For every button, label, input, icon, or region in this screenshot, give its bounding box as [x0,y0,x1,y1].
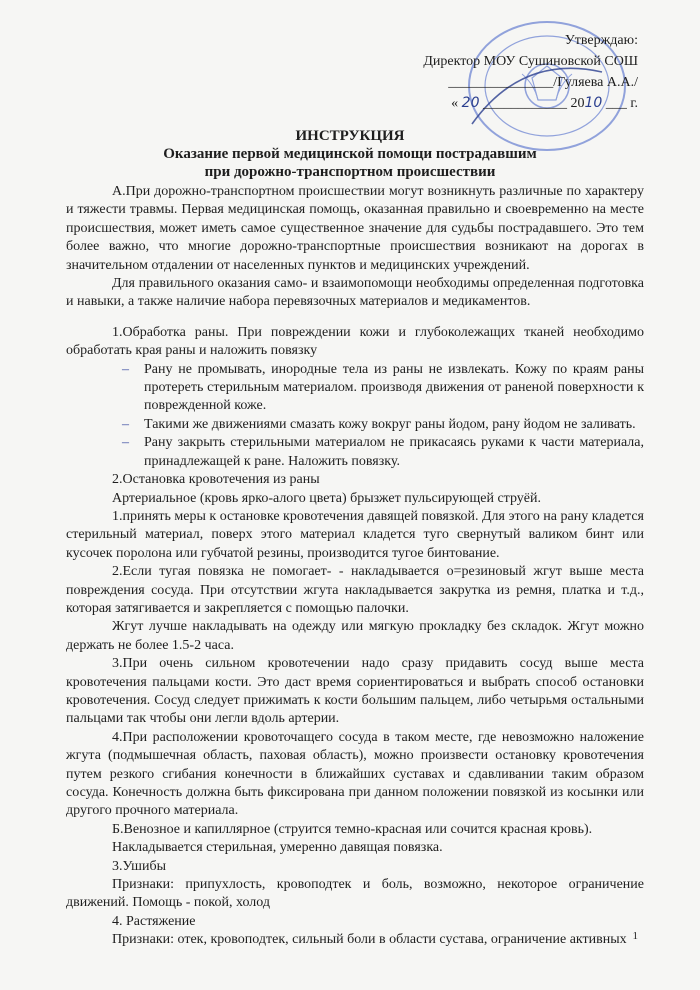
wound-treatment-list [66,361,644,471]
bleeding-step-4: 4.При расположении кровоточащего сосуда в таком месте, где невозможно наложение жгута (подмышечная область, паховая область), можно произвести остановку кровотечения путем резкого сгибания конечности в ближайших суставах и сдавливании таким образом сосуда. Конечность должна быть фиксирована при данном положении повязкой из косынки или другого прочного материала. [66,729,644,819]
tourniquet-note: Жгут лучше накладывать на одежду или мягкую прокладку без складок. Жгут можно держать не более 1.5-2 часа. [66,619,644,653]
venous-bleeding: Б.Венозное и капиллярное (струится темно-красная или сочится красная кровь). [112,821,593,837]
document-title [0,127,700,181]
sprain-heading: 4. Растяжение [112,913,196,929]
approval-block [348,30,638,114]
bruise-signs: Признаки: припухлость, кровоподтек и боль, возможно, некоторое ограничение движений. Помощь - покой, холод [66,877,644,911]
venous-aid: Накладывается стерильная, умеренно давящая повязка. [112,840,443,856]
signature-line [348,72,638,93]
date-year-prefix: 20 [570,96,585,111]
approval-date: « 20 ____________ 2010 ___ г. [451,95,638,111]
instruction-body [66,183,644,950]
intro-paragraph-a: А.При дорожно-транспортном происшествии могут возникнуть различные по характеру и тяжести травмы. Первая медицинская помощь, оказанная правильно и своевременно на месте происшествия, может иметь самое существенное значение для судьбы пострадавшего. Это тем более важно, что многие дорожно-транспортные происшествия возникают на дорогах в значительном отдалении от населенных пунктов и медицинских учреждений. [66,184,644,273]
wound-treatment-heading: 1.Обработка раны. При повреждении кожи и глубоколежащих тканей необходимо обработать края раны и наложить повязку [66,324,644,359]
date-open-quote: « [451,96,459,111]
date-day: 20 [461,95,480,111]
page-number: 1 [632,930,638,942]
signatory-name: Гуляева А.А./ [557,75,638,90]
date-year-suffix: 10 [584,95,603,111]
bleeding-step-1: 1.принять меры к остановке кровотечения давящей повязкой. Для этого на рану кладется стерильный материал, поверх этого материал кладется туго свернутый валиком бинт или кусочек поролона или губчатой резины, производится тугое бинтование. [66,508,644,561]
director-position: Директор МОУ Сушиновской СОШ [423,54,638,69]
title-line-3: при дорожно-транспортном происшествии [204,164,496,180]
approve-label: Утверждаю: [564,33,638,48]
bruise-heading: 3.Ушибы [112,858,166,874]
list-item: – Рану не промывать, инородные тела из раны не извлекать. Кожу по краям раны протереть стерильным материалом. производя движения от раненой поверхности к поврежденной коже. [144,361,644,416]
date-year-mark: г. [630,96,638,111]
arterial-bleeding: Артериальное (кровь ярко-алого цвета) брызжет пульсирующей струёй. [112,490,541,506]
title-line-1: ИНСТРУКЦИЯ [295,128,405,144]
list-item: – Такими же движениями смазать кожу вокруг раны йодом, рану йодом не заливать. [144,416,644,434]
bleeding-heading: 2.Остановка кровотечения из раны [112,472,320,488]
sprain-signs: Признаки: отек, кровоподтек, сильный боли в области сустава, ограничение активных [112,932,627,948]
list-item: – Рану закрыть стерильными материалом не прикасаясь руками к части материала, принадлежащей к ране. Наложить повязку. [144,434,644,471]
title-line-2: Оказание первой медицинской помощи пострадавшим [163,146,537,162]
bleeding-step-2: 2.Если тугая повязка не помогает- - накладывается о=резиновый жгут выше места повреждения сосуда. При отсутствии жгута накладывается закрутка из ремня, платка и т.д., которая затягивается и закрепляется с помощью палочки. [66,564,644,616]
intro-paragraph-b: Для правильного оказания само- и взаимопомощи необходимы определенная подготовка и навыки, а также наличие набора перевязочных материалов и медикаментов. [66,276,644,310]
bleeding-step-3: 3.При очень сильном кровотечении надо сразу придавить сосуд выше места кровотечения пальцами кости. Это даст время сориентироваться и выбрать способ остановки кровотечения. Сосуд следует прижимать к кости большим пальцем, либо четырьмя остальными пальцами так чтобы они легли вдоль артерии. [66,656,644,727]
signature-underline: _______________/ [448,75,558,90]
